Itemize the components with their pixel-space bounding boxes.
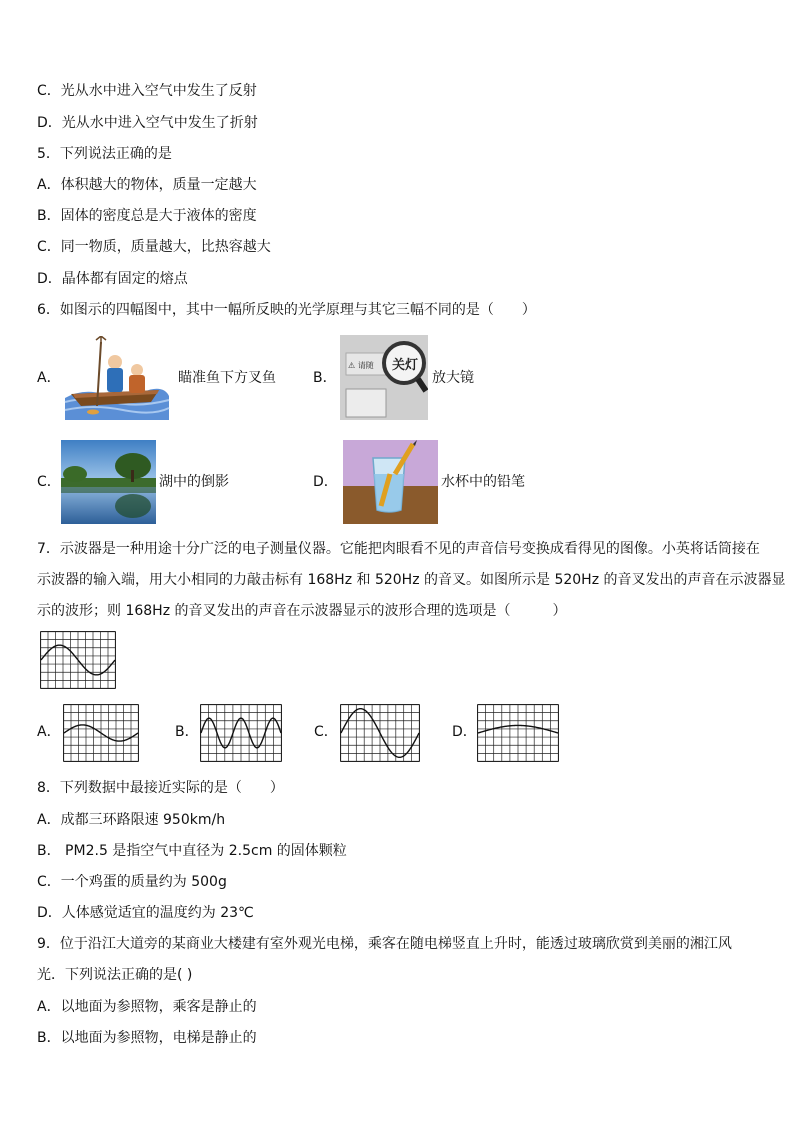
option-b-waveform-svg <box>200 704 282 762</box>
q7-stem-line-2: 示波器的输入端，用大小相同的力敲击标有 168Hz 和 520Hz 的音叉。如图所示是 520Hz 的音叉发出的声音在示波器显 <box>37 572 786 588</box>
q7-option-b-waveform <box>200 704 282 762</box>
lake-reflection-illustration <box>61 440 156 524</box>
q7-option-b-letter: B． <box>175 724 199 740</box>
fisherman-boat-image <box>63 336 171 420</box>
pencil-in-glass-illustration <box>343 440 438 524</box>
option-text: 晶体都有固定的熔点 <box>61 271 188 287</box>
q6-option-a-caption: 瞄准鱼下方叉鱼 <box>178 370 276 386</box>
option-d-waveform-svg <box>477 704 559 762</box>
q9-stem-line-2: 光．下列说法正确的是( ) <box>37 967 193 983</box>
q5-option-a <box>37 175 257 195</box>
q8-option-b <box>37 841 347 861</box>
q7-option-a-waveform <box>63 704 139 762</box>
q7-option-d-letter: D． <box>452 724 477 740</box>
q6-option-a-letter: A． <box>37 370 61 386</box>
option-text: 固体的密度总是大于液体的密度 <box>60 208 257 224</box>
option-text: 一个鸡蛋的质量约为 500g <box>60 874 227 890</box>
q8-option-c <box>37 872 227 892</box>
q8-option-a <box>37 810 225 830</box>
option-text: 人体感觉适宜的温度约为 23℃ <box>61 905 254 921</box>
lake-reflection-image <box>61 440 156 524</box>
q8-option-d <box>37 903 254 923</box>
option-text: 以地面为参照物，乘客是静止的 <box>60 999 257 1015</box>
option-letter: D． <box>37 115 62 131</box>
q6-option-c-letter: C． <box>37 474 61 490</box>
option-letter: C． <box>37 874 61 890</box>
option-letter: B． <box>37 1030 61 1046</box>
option-text: 光从水中进入空气中发生了折射 <box>61 115 258 131</box>
option-letter: D． <box>37 271 62 287</box>
q7-option-d-waveform <box>477 704 559 762</box>
q6-option-c-caption: 湖中的倒影 <box>159 474 229 490</box>
option-letter: D． <box>37 905 62 921</box>
magnifier-illustration <box>340 335 428 420</box>
q9-option-a <box>37 997 257 1017</box>
q6-stem: 6．如图示的四幅图中，其中一幅所反映的光学原理与其它三幅不同的是（ ） <box>37 302 536 318</box>
fisherman-boat-illustration <box>63 336 171 420</box>
q4-option-c <box>37 81 257 101</box>
option-text: 同一物质，质量越大，比热容越大 <box>60 239 271 255</box>
q9-option-b <box>37 1028 257 1048</box>
q5-option-b <box>37 206 257 226</box>
option-text: 体积越大的物体，质量一定越大 <box>60 177 257 193</box>
option-letter: B． <box>37 843 61 859</box>
reference-waveform <box>40 631 116 689</box>
q5-option-d <box>37 269 188 289</box>
option-c-waveform-svg <box>340 704 420 762</box>
option-text: 光从水中进入空气中发生了反射 <box>60 83 257 99</box>
q6-option-d-letter: D． <box>313 474 338 490</box>
oscilloscope-grid <box>201 705 282 762</box>
q8-stem: 8．下列数据中最接近实际的是（ ） <box>37 780 284 796</box>
option-a-waveform-svg <box>63 704 139 762</box>
q6-option-b-caption: 放大镜 <box>432 370 474 386</box>
pencil-in-glass-image <box>343 440 438 524</box>
q7-option-a-letter: A． <box>37 724 61 740</box>
svg-text:⚠ 请随: ⚠ 请随 <box>348 361 374 370</box>
option-letter: A． <box>37 812 61 828</box>
q6-option-b-letter: B． <box>313 370 337 386</box>
sign-text: 关灯 <box>392 358 419 373</box>
option-text: 以地面为参照物，电梯是静止的 <box>60 1030 257 1046</box>
q7-stem-line-1: 7．示波器是一种用途十分广泛的电子测量仪器。它能把肉眼看不见的声音信号变换成看得见的图像。小英将话筒接在 <box>37 541 760 557</box>
q7-option-c-letter: C． <box>314 724 338 740</box>
q6-option-d-caption: 水杯中的铅笔 <box>441 474 525 490</box>
option-letter: A． <box>37 999 61 1015</box>
oscilloscope-grid <box>478 705 559 762</box>
q7-option-c-waveform <box>340 704 420 762</box>
option-letter: C． <box>37 83 61 99</box>
q9-stem-line-1: 9．位于沿江大道旁的某商业大楼建有室外观光电梯，乘客在随电梯竖直上升时，能透过玻璃欣赏到美丽的湘江风 <box>37 936 732 952</box>
option-letter: A． <box>37 177 61 193</box>
q5-option-c <box>37 237 271 257</box>
option-text: PM2.5 是指空气中直径为 2.5cm 的固体颗粒 <box>60 843 347 859</box>
option-letter: B． <box>37 208 61 224</box>
q7-stem-line-3: 示的波形；则 168Hz 的音叉发出的声音在示波器显示的波形合理的选项是（ ） <box>37 603 567 619</box>
option-text: 成都三环路限速 950km/h <box>60 812 226 828</box>
option-letter: C． <box>37 239 61 255</box>
q5-stem: 5．下列说法正确的是 <box>37 146 172 162</box>
magnifier-image <box>340 335 428 420</box>
reference-waveform-svg <box>40 631 116 689</box>
q4-option-d <box>37 113 258 133</box>
